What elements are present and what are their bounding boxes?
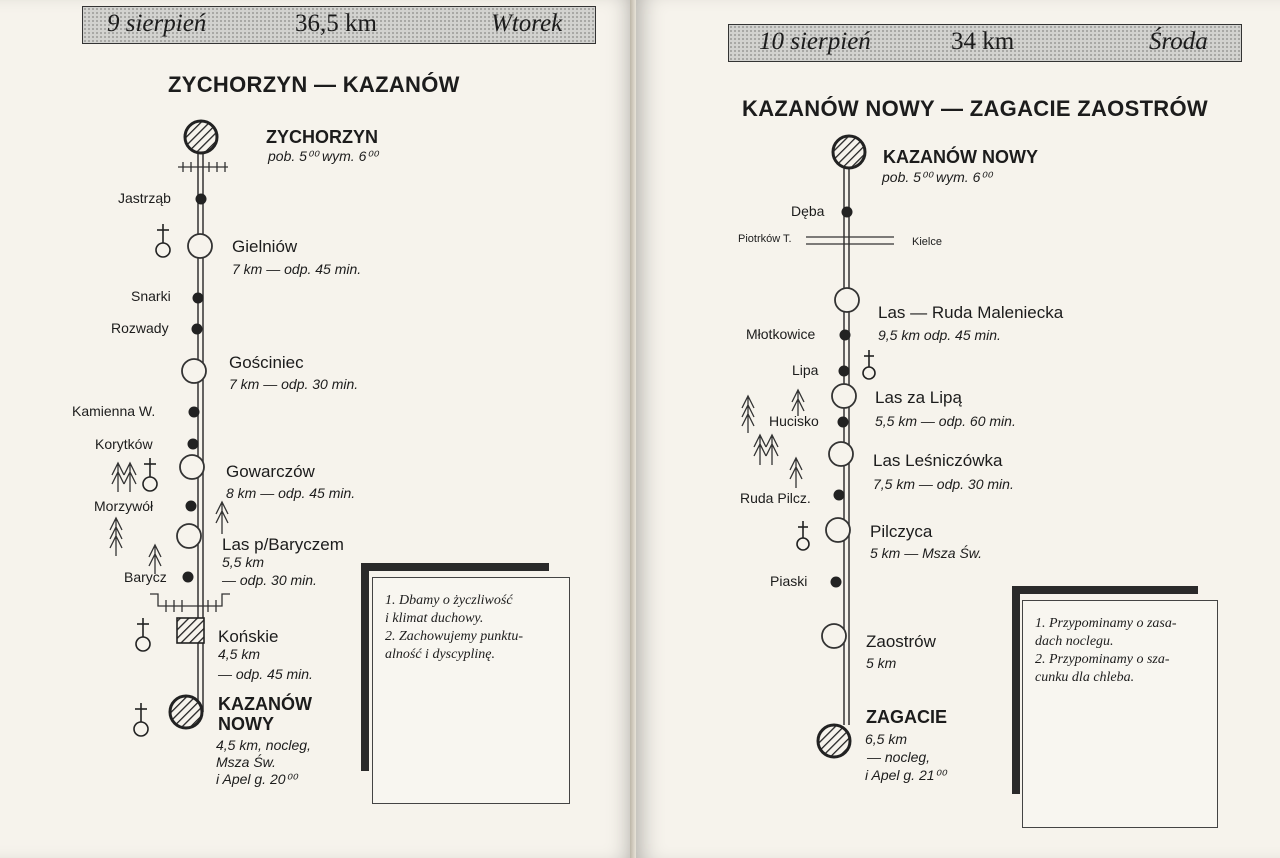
village-label: Młotkowice: [746, 326, 816, 342]
village-dot: [196, 194, 207, 205]
stop-info: 5,5 km: [222, 554, 265, 570]
right-end-name: ZAGACIE: [866, 707, 947, 727]
forest-icon: [110, 518, 122, 556]
note-line: 2. Zachowujemy punktu-: [385, 629, 524, 644]
rest-stop-icon: [182, 359, 206, 383]
right-end-info-line2: — nocleg,: [867, 749, 931, 765]
village-dot: [188, 439, 199, 450]
stop-name: Gielniów: [232, 237, 298, 256]
note-line: 1. Dbamy o życzliwość: [385, 593, 513, 608]
right-note-shadow: [1012, 586, 1198, 594]
rest-stop-icon: [177, 524, 201, 548]
town-square-icon: [177, 618, 204, 643]
stop-info: — odp. 45 min.: [218, 666, 313, 682]
left-page: [0, 0, 636, 858]
note-line: cunku dla chleba.: [1035, 670, 1135, 685]
left-note-shadow: [361, 563, 369, 771]
church-icon: [863, 350, 875, 379]
note-line: 1. Przypominamy o zasa-: [1035, 616, 1177, 631]
rest-stop-icon: [188, 234, 212, 258]
right-end-info: [865, 730, 946, 784]
village-dot: [189, 407, 200, 418]
rest-stop-icon: [826, 518, 850, 542]
left-header-weekday: Wtorek: [491, 10, 563, 37]
village-label: Lipa: [792, 362, 819, 378]
village-label: Ruda Pilcz.: [740, 490, 811, 506]
stop-info: 5 km: [866, 655, 897, 671]
forest-icon: [754, 435, 802, 488]
village-label: Korytków: [95, 436, 153, 452]
left-start-info: pob. 5⁰⁰ wym. 6⁰⁰: [268, 148, 378, 164]
village-label: Dęba: [791, 203, 825, 219]
rest-stop-icon: [180, 455, 204, 479]
right-end-info-line1: 6,5 km: [865, 731, 908, 747]
left-start-name: ZYCHORZYN: [266, 127, 378, 147]
village-label: Kielce: [912, 236, 942, 248]
stop-info: 4,5 km: [218, 646, 261, 662]
left-note-box: [372, 577, 570, 804]
stop-info: 8 km — odp. 45 min.: [226, 485, 356, 501]
stop-name: Końskie: [218, 627, 279, 646]
village-dot: [834, 490, 845, 501]
stop-info: 5 km — Msza Św.: [870, 545, 983, 561]
stop-name: Las — Ruda Maleniecka: [878, 303, 1064, 322]
church-icon: [136, 618, 150, 651]
stop-name: Las Leśniczówka: [873, 451, 1003, 470]
forest-icon: [112, 463, 136, 492]
rest-stop-icon: [829, 442, 853, 466]
note-line: alność i dyscyplinę.: [385, 647, 496, 662]
right-page: [636, 0, 1280, 858]
village-label: Kamienna W.: [72, 403, 156, 419]
left-header-distance: 36,5 km: [295, 10, 377, 37]
left-end-name: [218, 694, 312, 734]
church-icon: [143, 458, 157, 491]
left-end-name-line2: NOWY: [218, 714, 274, 734]
village-dot: [186, 501, 197, 512]
village-label: Piaski: [770, 573, 808, 589]
left-end-info: [216, 737, 311, 788]
rest-stop-icon: [832, 384, 856, 408]
road-crossing-icon: [806, 237, 894, 244]
right-start-name: KAZANÓW NOWY: [883, 147, 1038, 167]
church-icon: [797, 521, 809, 550]
village-dot: [840, 330, 851, 341]
village-dot: [839, 366, 850, 377]
village-dot: [192, 324, 203, 335]
note-line: i klimat duchowy.: [385, 611, 484, 626]
left-end-info-line1: 4,5 km, nocleg,: [216, 737, 311, 753]
village-label: Barycz: [124, 569, 167, 585]
village-dot: [831, 577, 842, 588]
village-dot: [193, 293, 204, 304]
village-dot: [842, 207, 853, 218]
left-end-info-line3: i Apel g. 20⁰⁰: [216, 771, 297, 787]
railway-crossing-icon: [150, 594, 230, 612]
right-note-box: [1022, 600, 1218, 828]
village-label: Snarki: [131, 288, 171, 304]
stop-name: Las za Lipą: [875, 388, 962, 407]
right-header-date: 10 sierpień: [759, 28, 871, 55]
right-header-distance: 34 km: [951, 28, 1015, 55]
right-end-info-line3: i Apel g. 21⁰⁰: [865, 767, 946, 783]
start-point-icon: [833, 136, 865, 168]
stop-info: 7 km — odp. 45 min.: [232, 261, 362, 277]
village-label: Piotrków T.: [738, 233, 792, 245]
end-point-icon: [170, 696, 202, 728]
stop-name: Las p/Baryczem: [222, 535, 344, 554]
rest-stop-icon: [835, 288, 859, 312]
left-end-info-line2: Msza Św.: [216, 754, 276, 770]
forest-icon: [216, 502, 228, 534]
left-end-name-line1: KAZANÓW: [218, 694, 312, 714]
church-icon: [134, 703, 148, 736]
right-route-title: KAZANÓW NOWY — ZAGACIE ZAOSTRÓW: [742, 96, 1208, 121]
village-label: Morzywół: [94, 498, 154, 514]
church-icon: [156, 224, 170, 257]
stop-name: Zaostrów: [866, 632, 936, 651]
stop-info: 9,5 km odp. 45 min.: [878, 327, 1001, 343]
stop-info: 7 km — odp. 30 min.: [229, 376, 359, 392]
left-route-title: ZYCHORZYN — KAZANÓW: [168, 72, 460, 97]
stop-name: Gowarczów: [226, 462, 315, 481]
stop-info: — odp. 30 min.: [222, 572, 317, 588]
end-point-icon: [818, 725, 850, 757]
right-header-weekday: Środa: [1149, 28, 1208, 55]
village-label: Jastrząb: [118, 190, 171, 206]
village-dot: [183, 572, 194, 583]
village-label: Hucisko: [769, 413, 819, 429]
stop-info: 5,5 km — odp. 60 min.: [875, 413, 1016, 429]
note-line: dach noclegu.: [1035, 634, 1114, 649]
forest-icon: [742, 396, 754, 433]
start-point-icon: [185, 121, 217, 153]
stop-info: 7,5 km — odp. 30 min.: [873, 476, 1014, 492]
village-label: Rozwady: [111, 320, 169, 336]
note-line: 2. Przypominamy o sza-: [1035, 652, 1170, 667]
left-header-date: 9 sierpień: [107, 10, 207, 37]
village-dot: [838, 417, 849, 428]
right-start-info: pob. 5⁰⁰ wym. 6⁰⁰: [882, 169, 992, 185]
left-note-shadow: [361, 563, 549, 571]
stop-name: Gościniec: [229, 353, 304, 372]
rest-stop-icon: [822, 624, 846, 648]
right-note-shadow: [1012, 586, 1020, 794]
stop-name: Pilczyca: [870, 522, 933, 541]
